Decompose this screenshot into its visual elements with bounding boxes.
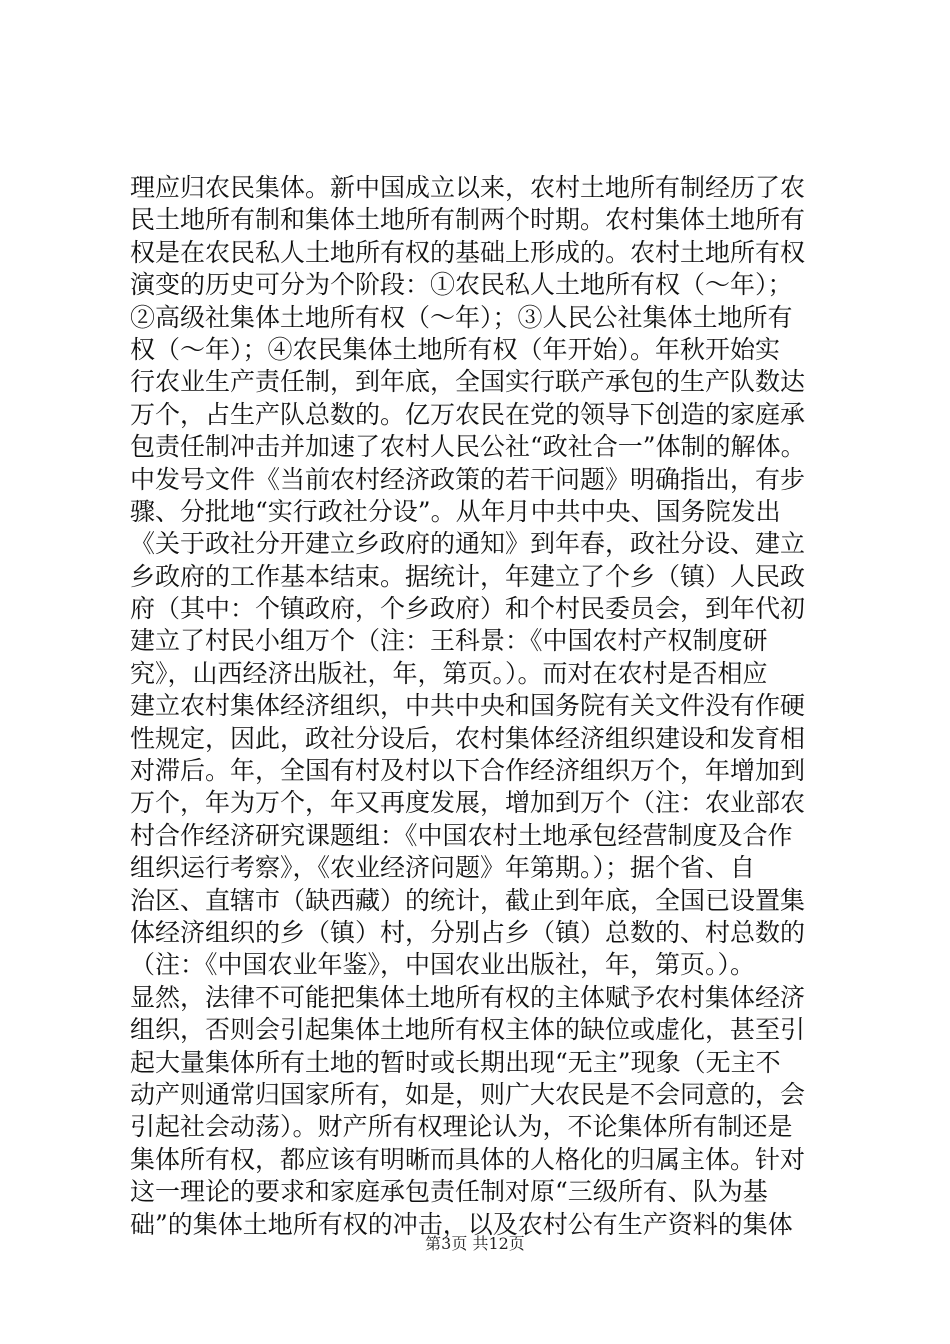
text-line: 引起社会动荡）。财产所有权理论认为，不论集体所有制还是 — [130, 1112, 793, 1142]
text-line: 演变的历史可分为个阶段：①农民私人土地所有权（～年）； — [130, 270, 793, 300]
text-line: 骤、分批地“实行政社分设”。从年月中共中央、国务院发出 — [130, 496, 781, 526]
text-line: 乡政府的工作基本结束。据统计，年建立了个乡（镇）人民政 — [130, 561, 806, 591]
text-line: 理应归农民集体。新中国成立以来，农村土地所有制经历了农 — [130, 173, 806, 202]
text-line: 行农业生产责任制，到年底，全国实行联产承包的生产队数达 — [130, 367, 806, 397]
text-line: 建立了村民小组万个（注：王科景：《中国农村产权制度研 — [130, 626, 768, 656]
text-line: 起大量集体所有土地的暂时或长期出现“无主”现象（无主不 — [130, 1047, 781, 1077]
text-line: 中发号文件《当前农村经济政策的若干问题》明确指出，有步 — [130, 464, 806, 494]
text-line: 权（～年）；④农民集体土地所有权（年开始）。年秋开始实 — [130, 334, 781, 364]
text-line: 《关于政社分开建立乡政府的通知》到年春，政社分设、建立 — [130, 529, 806, 559]
text-line: 性规定，因此，政社分设后，农村集体经济组织建设和发育相 — [130, 723, 806, 753]
text-line: 集体所有权，都应该有明晰而具体的人格化的归属主体。针对 — [130, 1144, 806, 1174]
text-line: 民土地所有制和集体土地所有制两个时期。农村集体土地所有 — [130, 205, 806, 235]
text-line: 显然，法律不可能把集体土地所有权的主体赋予农村集体经济 — [130, 982, 806, 1012]
text-line: 础”的集体土地所有权的冲击，以及农村公有生产资料的集体 — [130, 1209, 793, 1239]
text-line: 对滞后。年，全国有村及村以下合作经济组织万个，年增加到 — [130, 756, 806, 786]
page-number-footer: 第3页 共12页 — [425, 1234, 525, 1253]
text-line: 万个，占生产队总数的。亿万农民在党的领导下创造的家庭承 — [130, 399, 806, 429]
text-line: 组织运行考察》，《农业经济问题》年第期。）；据个省、自 — [130, 853, 756, 883]
text-line: （注：《中国农业年鉴》，中国农业出版社，年，第页。）。 — [130, 950, 756, 980]
body-text — [130, 172, 830, 1241]
text-line: 万个，年为万个，年又再度发展，增加到万个（注：农业部农 — [130, 788, 806, 818]
text-line: ②高级社集体土地所有权（～年）；③人民公社集体土地所有 — [130, 302, 793, 332]
text-line: 体经济组织的乡（镇）村，分别占乡（镇）总数的、村总数的 — [130, 917, 806, 947]
text-line: 村合作经济研究课题组：《中国农村土地承包经营制度及合作 — [130, 820, 793, 850]
text-line: 组织，否则会引起集体土地所有权主体的缺位或虚化，甚至引 — [130, 1015, 806, 1045]
text-line: 权是在农民私人土地所有权的基础上形成的。农村土地所有权 — [130, 237, 806, 267]
text-line: 建立农村集体经济组织，中共中央和国务院有关文件没有作硬 — [130, 691, 806, 721]
text-line: 动产则通常归国家所有，如是，则广大农民是不会同意的，会 — [130, 1079, 806, 1109]
text-line: 府（其中：个镇政府，个乡政府）和个村民委员会，到年代初 — [130, 594, 806, 624]
text-line: 这一理论的要求和家庭承包责任制对原“三级所有、队为基 — [130, 1177, 768, 1207]
text-line: 治区、直辖市（缺西藏）的统计，截止到年底，全国已设置集 — [130, 885, 806, 915]
text-line: 究》，山西经济出版社，年，第页。）。而对在农村是否相应 — [130, 658, 768, 688]
text-line: 包责任制冲击并加速了农村人民公社“政社合一”体制的解体。 — [130, 432, 806, 462]
